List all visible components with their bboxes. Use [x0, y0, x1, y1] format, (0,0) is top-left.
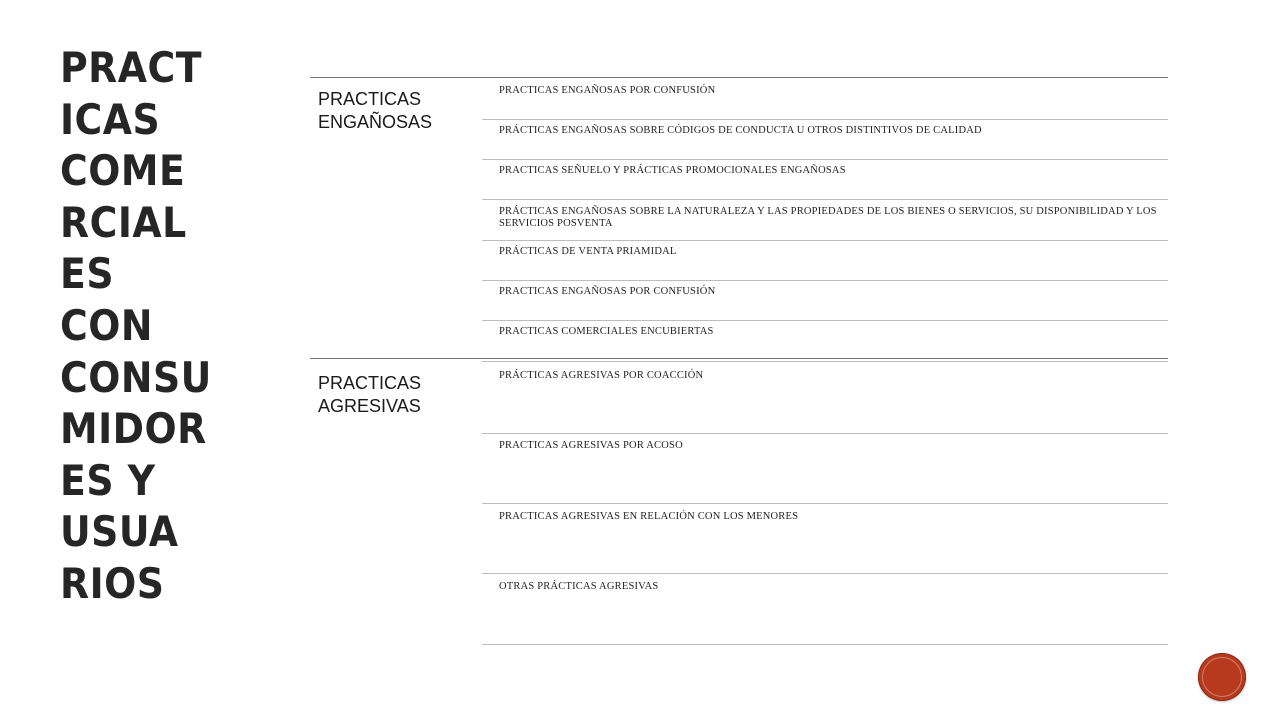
- title-line: USUA: [60, 507, 179, 557]
- title-line: PRACT: [60, 43, 203, 92]
- divider: [482, 199, 1168, 200]
- title-line: RCIAL: [60, 197, 187, 247]
- list-item: PRÁCTICAS ENGAÑOSAS SOBRE CÓDIGOS DE CONDUCTA U OTROS DISTINTIVOS DE CALIDAD: [499, 125, 982, 136]
- list-item: OTRAS PRÁCTICAS AGRESIVAS: [499, 581, 659, 592]
- circle-nav-icon[interactable]: [1198, 653, 1246, 701]
- divider: [482, 361, 1168, 362]
- divider: [482, 503, 1168, 504]
- divider: [310, 77, 1168, 78]
- category-label: PRACTICAS ENGAÑOSAS: [318, 89, 433, 132]
- divider: [482, 433, 1168, 434]
- list-item: PRÁCTICAS AGRESIVAS POR COACCIÓN: [499, 370, 704, 381]
- title-line: ICAS: [60, 94, 161, 144]
- title-line: CONSU: [60, 352, 212, 402]
- page-title: [60, 42, 212, 610]
- list-item: PRACTICAS ENGAÑOSAS POR CONFUSIÓN: [499, 85, 716, 96]
- title-line: ES: [60, 249, 115, 299]
- title-line: RIOS: [60, 558, 165, 608]
- list-item: PRACTICAS AGRESIVAS POR ACOSO: [499, 440, 683, 451]
- category-label: PRACTICAS AGRESIVAS: [318, 373, 422, 416]
- divider: [482, 159, 1168, 160]
- list-item: PRÁCTICAS DE VENTA PRIAMIDAL: [499, 246, 677, 257]
- divider: [482, 119, 1168, 120]
- title-line: CON: [60, 300, 153, 350]
- title-line: MIDOR: [60, 404, 207, 454]
- list-item: PRACTICAS SEÑUELO Y PRÁCTICAS PROMOCIONALES ENGAÑOSAS: [499, 165, 846, 176]
- divider: [482, 644, 1168, 645]
- title-line: COME: [60, 146, 186, 196]
- divider: [482, 280, 1168, 281]
- nav-ring: [1202, 657, 1242, 697]
- title-line: ES Y: [60, 455, 156, 505]
- divider: [482, 240, 1168, 241]
- divider: [310, 358, 1168, 359]
- divider: [482, 573, 1168, 574]
- list-item: PRACTICAS ENGAÑOSAS POR CONFUSIÓN: [499, 286, 716, 297]
- list-item: PRÁCTICAS ENGAÑOSAS SOBRE LA NATURALEZA Y LAS PROPIEDADES DE LOS BIENES O SERVICIOS, SU DISPONIBILIDAD Y LOS SERVICIOS POSVENTA: [499, 206, 1157, 229]
- list-item: PRACTICAS AGRESIVAS EN RELACIÓN CON LOS MENORES: [499, 511, 799, 522]
- list-item: PRACTICAS COMERCIALES ENCUBIERTAS: [499, 326, 714, 337]
- divider: [482, 320, 1168, 321]
